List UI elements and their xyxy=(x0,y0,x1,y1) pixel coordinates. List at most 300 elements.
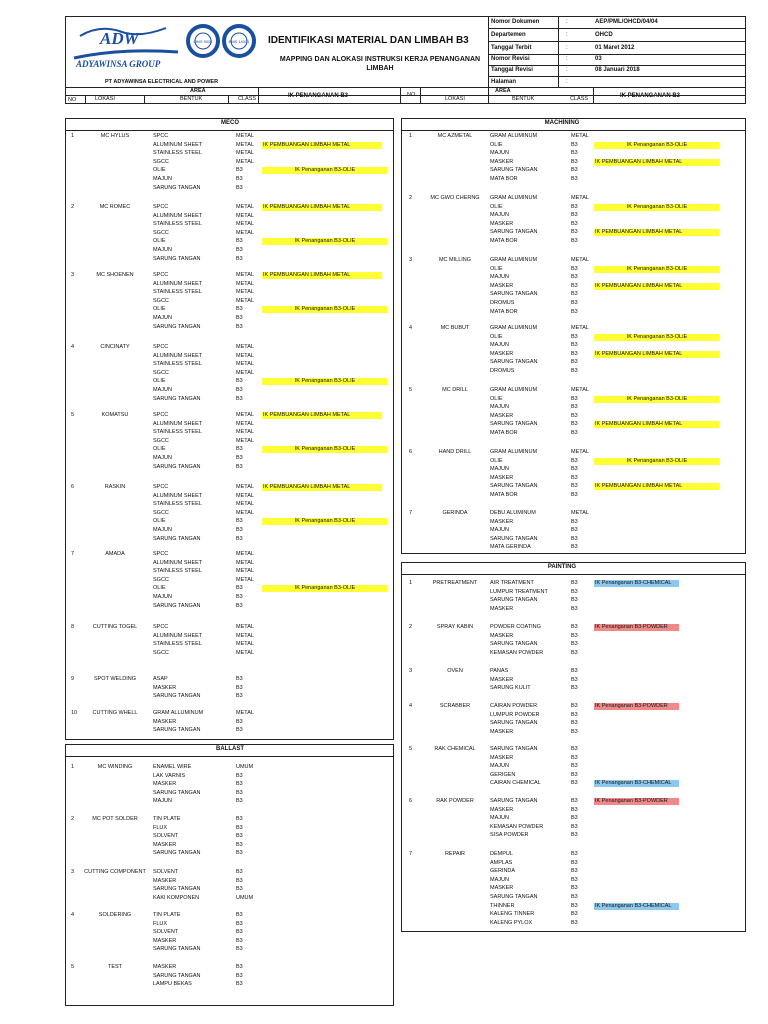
waste-class: B3 xyxy=(236,781,243,788)
row-number: 5 xyxy=(409,746,413,752)
waste-class: METAL xyxy=(571,325,589,331)
waste-form: OLIE xyxy=(153,518,166,525)
waste-class: B3 xyxy=(571,466,578,473)
waste-form: POWDER COATING xyxy=(490,624,541,630)
row-number: 6 xyxy=(409,798,413,804)
waste-class: B3 xyxy=(571,265,578,272)
waste-class: B3 xyxy=(571,544,578,551)
lokasi-header: LOKASI xyxy=(95,96,115,102)
waste-class: B3 xyxy=(236,535,243,542)
waste-class: METAL xyxy=(236,509,254,516)
waste-form: MAJUN xyxy=(153,594,172,600)
location-name: SPOT WELDING xyxy=(93,676,137,682)
lokasi-header: LOKASI xyxy=(445,96,465,102)
waste-class: B3 xyxy=(571,238,578,244)
row-number: 3 xyxy=(71,272,75,278)
waste-form: SARUNG TANGAN xyxy=(490,535,538,542)
waste-form: SARUNG TANGAN xyxy=(153,602,201,609)
waste-class: B3 xyxy=(571,535,578,542)
location-name: SOLDERING xyxy=(98,912,132,918)
waste-class: B3 xyxy=(236,395,243,402)
ik-procedure: IK PEMBUANGAN LIMBAH METAL xyxy=(262,272,382,279)
row-number: 1 xyxy=(71,133,75,139)
waste-class: B3 xyxy=(236,886,243,893)
waste-form: MAJUN xyxy=(490,274,509,281)
waste-form: THINNER xyxy=(490,902,515,909)
waste-form: MATA BOR xyxy=(490,176,518,182)
waste-form: ENAMEL WIRE xyxy=(153,764,192,770)
waste-class: B3 xyxy=(571,641,578,648)
meta-separator: : xyxy=(566,19,568,25)
waste-class: UMUM xyxy=(236,894,254,901)
waste-class: METAL xyxy=(236,551,254,557)
waste-class: B3 xyxy=(236,937,243,944)
waste-class: B3 xyxy=(236,727,243,734)
waste-form: GRAM ALUMINUM xyxy=(490,387,538,393)
waste-class: B3 xyxy=(571,474,578,481)
waste-form: STAINLESS STEEL xyxy=(153,568,202,575)
waste-class: METAL xyxy=(571,257,589,263)
waste-class: B3 xyxy=(571,141,578,148)
waste-class: METAL xyxy=(236,624,254,630)
waste-class: B3 xyxy=(236,167,243,174)
waste-class: B3 xyxy=(571,342,578,349)
waste-class: B3 xyxy=(236,446,243,453)
waste-form: SARUNG TANGAN xyxy=(490,597,538,604)
waste-form: MASKER xyxy=(490,632,514,639)
waste-form: SARUNG TANGAN xyxy=(153,184,201,191)
waste-form: MASKER xyxy=(153,781,177,788)
row-number: 5 xyxy=(71,412,75,418)
logo-group-name: ADYAWINSA GROUP xyxy=(76,59,161,69)
waste-class: B3 xyxy=(236,594,243,600)
waste-form: SARUNG TANGAN xyxy=(153,946,201,953)
waste-form: MASKER xyxy=(153,877,177,884)
ik-procedure: IK PEMBUANGAN LIMBAH METAL xyxy=(594,159,719,166)
divider xyxy=(488,16,489,104)
waste-class: B3 xyxy=(236,455,243,461)
waste-class: METAL xyxy=(236,484,254,490)
waste-form: SARUNG TANGAN xyxy=(490,421,538,428)
waste-form: SPCC xyxy=(153,133,169,139)
waste-form: SARUNG KULIT xyxy=(490,685,531,692)
meco-section-title: MECO xyxy=(221,120,239,126)
waste-class: B3 xyxy=(571,212,578,219)
waste-form: SPCC xyxy=(153,344,169,350)
waste-form: KALENG PYLOX xyxy=(490,919,533,926)
waste-form: GRAM ALUMINUM xyxy=(490,195,538,201)
meta-separator: : xyxy=(566,67,568,73)
waste-class: B3 xyxy=(571,308,578,315)
waste-class: B3 xyxy=(571,851,578,857)
cert-badge-text: QMS 9001 xyxy=(193,39,213,44)
divider xyxy=(65,87,746,88)
waste-form: GRAM ALUMINUM xyxy=(490,257,538,263)
waste-form: MASKER xyxy=(153,684,177,691)
waste-form: CAIRAN CHEMICAL xyxy=(490,780,541,787)
waste-form: MAJUN xyxy=(490,815,509,822)
meta-label: Halaman xyxy=(491,79,517,85)
waste-form: SARUNG TANGAN xyxy=(490,894,538,900)
row-number: 9 xyxy=(71,676,75,682)
ballast-section-title: BALLAST xyxy=(216,746,244,752)
waste-class: B3 xyxy=(571,597,578,604)
waste-form: SARUNG TANGAN xyxy=(153,323,201,330)
no-header: NO xyxy=(68,97,77,103)
waste-class: B3 xyxy=(571,492,578,498)
ik-procedure: IK Penanganan B3-OLIE xyxy=(594,204,719,211)
waste-class: METAL xyxy=(236,141,254,148)
waste-form: GRAM ALUMINUM xyxy=(490,133,538,139)
waste-class: B3 xyxy=(571,282,578,289)
waste-form: SARUNG TANGAN xyxy=(490,641,538,648)
waste-form: OLIE xyxy=(153,167,166,174)
waste-form: OLIE xyxy=(153,306,166,313)
location-name: SCRABBER xyxy=(439,703,471,709)
waste-class: B3 xyxy=(236,378,243,385)
waste-class: METAL xyxy=(236,344,254,350)
waste-class: METAL xyxy=(236,559,254,566)
ik-procedure: IK Penanganan B3-OLIE xyxy=(262,518,387,525)
waste-class: B3 xyxy=(236,247,243,253)
waste-form: TIN PLATE xyxy=(153,816,181,822)
waste-class: B3 xyxy=(236,877,243,884)
waste-class: B3 xyxy=(236,772,243,779)
waste-form: MASKER xyxy=(490,412,514,419)
waste-form: SARUNG TANGAN xyxy=(153,850,201,857)
location-name: KOMATSU xyxy=(101,412,129,418)
waste-form: SISA POWDER xyxy=(490,832,529,839)
divider xyxy=(258,87,259,104)
waste-form: SARUNG TANGAN xyxy=(490,483,538,490)
waste-form: OLIE xyxy=(153,378,166,385)
waste-form: SARUNG TANGAN xyxy=(153,395,201,402)
waste-form: ALUMINUM SHEET xyxy=(153,559,203,566)
row-number: 2 xyxy=(71,204,75,210)
row-number: 1 xyxy=(409,133,413,139)
waste-class: B3 xyxy=(571,274,578,281)
ik-procedure: IK Penanganan B3-OLIE xyxy=(594,334,719,341)
location-name: AMADA xyxy=(105,551,125,557)
waste-class: B3 xyxy=(236,184,243,191)
waste-form: OLIE xyxy=(153,238,166,245)
waste-class: B3 xyxy=(571,229,578,236)
location-name: CUTTING COMPONENT xyxy=(84,869,146,875)
waste-form: SOLVENT xyxy=(153,869,179,875)
divider xyxy=(558,16,559,87)
ik-procedure: IK Penanganan B3-CHEMICAL xyxy=(594,780,679,787)
waste-form: MAJUN xyxy=(153,387,172,393)
cert-badge-text: EMS 14001 xyxy=(228,39,250,44)
waste-class: METAL xyxy=(571,133,589,139)
waste-class: B3 xyxy=(571,668,578,674)
waste-class: METAL xyxy=(236,641,254,648)
meta-label: Nomor Revisi xyxy=(491,56,530,62)
row-number: 5 xyxy=(409,387,413,393)
cert-badge-icon xyxy=(222,24,256,58)
waste-form: GERIGEN xyxy=(490,771,516,778)
waste-class: B3 xyxy=(571,902,578,909)
location-name: RAK CHEMICAL xyxy=(434,746,476,752)
waste-form: MAJUN xyxy=(490,150,509,157)
waste-form: FLUX xyxy=(153,920,168,927)
waste-class: B3 xyxy=(236,463,243,470)
waste-class: METAL xyxy=(236,576,254,583)
waste-form: STAINLESS STEEL xyxy=(153,641,202,648)
waste-form: ALUMINUM SHEET xyxy=(153,632,203,639)
waste-class: B3 xyxy=(236,824,243,831)
meta-value: 03 xyxy=(595,56,602,62)
meta-value: 08 Januari 2018 xyxy=(595,67,640,73)
meta-separator: : xyxy=(566,45,568,51)
row-number: 3 xyxy=(409,257,413,263)
waste-class: B3 xyxy=(571,624,578,630)
waste-class: B3 xyxy=(236,676,243,682)
waste-class: B3 xyxy=(571,430,578,436)
waste-class: B3 xyxy=(571,720,578,727)
waste-class: B3 xyxy=(571,588,578,595)
divider xyxy=(65,756,394,757)
row-number: 4 xyxy=(71,912,75,918)
waste-class: B3 xyxy=(236,323,243,330)
waste-form: MAJUN xyxy=(153,247,172,253)
waste-class: B3 xyxy=(571,711,578,718)
waste-class: B3 xyxy=(571,333,578,340)
waste-form: SARUNG TANGAN xyxy=(153,255,201,262)
waste-class: B3 xyxy=(571,746,578,752)
waste-class: B3 xyxy=(571,780,578,787)
waste-form: ALUMINUM SHEET xyxy=(153,141,203,148)
waste-class: METAL xyxy=(236,429,254,436)
ik-procedure: IK PEMBUANGAN LIMBAH METAL xyxy=(594,421,719,428)
divider xyxy=(593,87,594,104)
waste-form: SARUNG TANGAN xyxy=(153,535,201,542)
waste-form: SGCC xyxy=(153,649,169,656)
waste-form: FLUX xyxy=(153,824,168,831)
ik-procedure: IK Penanganan B3-OLIE xyxy=(594,396,719,403)
waste-form: SGCC xyxy=(153,158,169,165)
ik-procedure: IK Penanganan B3-OLIE xyxy=(594,266,719,273)
waste-class: B3 xyxy=(571,527,578,534)
waste-form: MATA GERINDA xyxy=(490,544,531,551)
waste-form: DEMPUL xyxy=(490,851,513,857)
waste-form: SARUNG TANGAN xyxy=(153,886,201,893)
ik-procedure: IK PEMBUANGAN LIMBAH METAL xyxy=(262,484,382,491)
waste-form: SARUNG TANGAN xyxy=(153,463,201,470)
waste-class: METAL xyxy=(236,204,254,210)
class-header: CLASS xyxy=(238,96,257,102)
row-number: 2 xyxy=(409,195,413,201)
waste-form: MASKER xyxy=(153,718,177,725)
waste-class: B3 xyxy=(236,176,243,182)
waste-class: B3 xyxy=(571,300,578,306)
waste-form: MAJUN xyxy=(490,876,509,883)
waste-form: SARUNG TANGAN xyxy=(153,972,201,979)
waste-form: TIN PLATE xyxy=(153,912,181,918)
location-name: REPAIR xyxy=(444,851,466,857)
waste-class: METAL xyxy=(236,649,254,656)
bentuk-header: BENTUK xyxy=(180,96,203,102)
waste-class: B3 xyxy=(571,350,578,357)
waste-form: SGCC xyxy=(153,369,169,376)
waste-class: B3 xyxy=(571,483,578,490)
waste-class: B3 xyxy=(571,457,578,464)
waste-class: B3 xyxy=(571,894,578,900)
waste-class: B3 xyxy=(236,306,243,313)
waste-form: MATA BOR xyxy=(490,238,518,244)
waste-form: ASAP xyxy=(153,676,168,682)
waste-form: SGCC xyxy=(153,509,169,516)
waste-form: MASKER xyxy=(490,676,514,683)
divider xyxy=(85,95,86,104)
waste-class: METAL xyxy=(571,510,589,516)
waste-class: B3 xyxy=(236,972,243,979)
waste-form: SGCC xyxy=(153,229,169,236)
row-number: 4 xyxy=(409,325,413,331)
waste-class: METAL xyxy=(236,158,254,165)
waste-class: B3 xyxy=(571,404,578,411)
waste-class: B3 xyxy=(571,518,578,525)
waste-form: STAINLESS STEEL xyxy=(153,289,202,296)
waste-class: B3 xyxy=(236,964,243,970)
waste-form: SPCC xyxy=(153,484,169,490)
area-header: AREA xyxy=(190,88,206,94)
waste-form: MAJUN xyxy=(153,798,172,805)
waste-class: B3 xyxy=(236,527,243,533)
location-name: RAK POWDER xyxy=(436,798,474,804)
waste-class: B3 xyxy=(571,868,578,875)
waste-class: B3 xyxy=(236,841,243,848)
waste-form: MAJUN xyxy=(490,763,509,770)
waste-class: METAL xyxy=(236,361,254,368)
waste-form: MATA BOR xyxy=(490,492,518,498)
divider xyxy=(401,574,746,575)
waste-form: MASKER xyxy=(490,605,514,612)
waste-form: OLIE xyxy=(490,395,503,402)
divider xyxy=(400,87,401,104)
waste-class: METAL xyxy=(236,272,254,278)
ik-procedure: IK PEMBUANGAN LIMBAH METAL xyxy=(594,229,719,236)
waste-form: LAMPU BEKAS xyxy=(153,981,192,988)
waste-form: SARUNG TANGAN xyxy=(490,798,538,804)
class-header: CLASS xyxy=(570,96,589,102)
waste-class: METAL xyxy=(236,501,254,508)
waste-class: B3 xyxy=(571,885,578,892)
ik-procedure: IK Penanganan B3-OLIE xyxy=(262,378,387,385)
waste-class: B3 xyxy=(571,859,578,866)
row-number: 8 xyxy=(71,624,75,630)
waste-form: MASKER xyxy=(490,728,514,735)
waste-class: METAL xyxy=(236,229,254,236)
row-number: 10 xyxy=(71,710,78,716)
row-number: 3 xyxy=(71,869,75,875)
waste-form: ALUMINUM SHEET xyxy=(153,352,203,359)
company-logo xyxy=(70,22,182,70)
waste-form: MAJUN xyxy=(153,455,172,461)
waste-form: MASKER xyxy=(490,518,514,525)
waste-form: MASKER xyxy=(153,841,177,848)
ik-procedure: IK Penanganan B3-OLIE xyxy=(262,306,387,313)
location-name: SPRAY KABIN xyxy=(436,624,474,630)
ik-procedure: IK Penanganan B3-OLIE xyxy=(262,167,387,174)
meta-label: Nomor Dokumen xyxy=(491,19,540,25)
waste-class: B3 xyxy=(571,728,578,735)
waste-class: B3 xyxy=(571,167,578,174)
waste-form: SARUNG TANGAN xyxy=(490,291,538,298)
waste-class: METAL xyxy=(236,632,254,639)
ik-procedure: IK PEMBUANGAN LIMBAH METAL xyxy=(594,283,719,290)
location-name: OVEN xyxy=(447,668,463,674)
waste-form: SGCC xyxy=(153,576,169,583)
waste-class: B3 xyxy=(236,816,243,822)
waste-class: B3 xyxy=(571,158,578,165)
ik-procedure: IK Penanganan B3-OLIE xyxy=(262,446,387,453)
waste-class: METAL xyxy=(236,212,254,219)
divider xyxy=(420,87,421,104)
waste-class: METAL xyxy=(236,150,254,157)
waste-class: B3 xyxy=(236,798,243,805)
row-number: 7 xyxy=(409,510,413,516)
meta-separator: : xyxy=(566,79,568,85)
waste-class: METAL xyxy=(236,280,254,287)
waste-class: B3 xyxy=(571,605,578,612)
waste-class: B3 xyxy=(571,763,578,770)
location-name: GERINDA xyxy=(442,510,468,516)
waste-class: METAL xyxy=(236,221,254,228)
waste-form: SGCC xyxy=(153,297,169,304)
row-number: 4 xyxy=(409,703,413,709)
ik-procedure: IK Penanganan B3-CHEMICAL xyxy=(594,903,679,910)
location-name: MC MILLING xyxy=(438,257,472,263)
waste-form: GRAM ALUMINUM xyxy=(490,325,538,331)
waste-class: B3 xyxy=(571,685,578,692)
waste-form: SOLVENT xyxy=(153,929,179,936)
waste-class: METAL xyxy=(236,297,254,304)
waste-class: B3 xyxy=(236,789,243,796)
ik-procedure: IK PEMBUANGAN LIMBAH METAL xyxy=(594,351,719,358)
waste-class: B3 xyxy=(571,421,578,428)
waste-form: DROMUS xyxy=(490,368,515,374)
waste-form: AIR TREATMENT xyxy=(490,580,534,586)
row-number: 3 xyxy=(409,668,413,674)
location-name: CUTTING TOGEL xyxy=(92,624,138,630)
location-name: HAND DRILL xyxy=(438,449,472,455)
waste-class: B3 xyxy=(571,359,578,366)
waste-form: DEBU ALUMINUM xyxy=(490,510,536,516)
waste-class: B3 xyxy=(236,693,243,700)
meco-table xyxy=(65,118,394,740)
waste-form: SPCC xyxy=(153,204,169,210)
document-subtitle: MAPPING DAN ALOKASI INSTRUKSI KERJA PENANGANAN LIMBAH xyxy=(279,56,481,72)
no-header: NO xyxy=(407,92,416,98)
waste-class: B3 xyxy=(236,315,243,321)
waste-class: B3 xyxy=(236,912,243,918)
location-name: MC DRILL xyxy=(442,387,468,393)
waste-class: B3 xyxy=(571,395,578,402)
waste-form: MAJUN xyxy=(153,527,172,533)
waste-form: SPCC xyxy=(153,551,169,557)
location-name: MC ROMEC xyxy=(99,204,131,210)
location-name: MC AZMETAL xyxy=(437,133,473,139)
waste-form: KEMASAN POWDER xyxy=(490,649,544,656)
location-name: MC GWO CHERNG xyxy=(430,195,480,201)
waste-class: B3 xyxy=(571,176,578,182)
ik-procedure: IK Penanganan B3-OLIE xyxy=(262,238,387,245)
ik-procedure: IK PEMBUANGAN LIMBAH METAL xyxy=(262,412,382,419)
waste-class: B3 xyxy=(571,806,578,813)
waste-class: B3 xyxy=(571,580,578,586)
divider xyxy=(65,130,394,131)
